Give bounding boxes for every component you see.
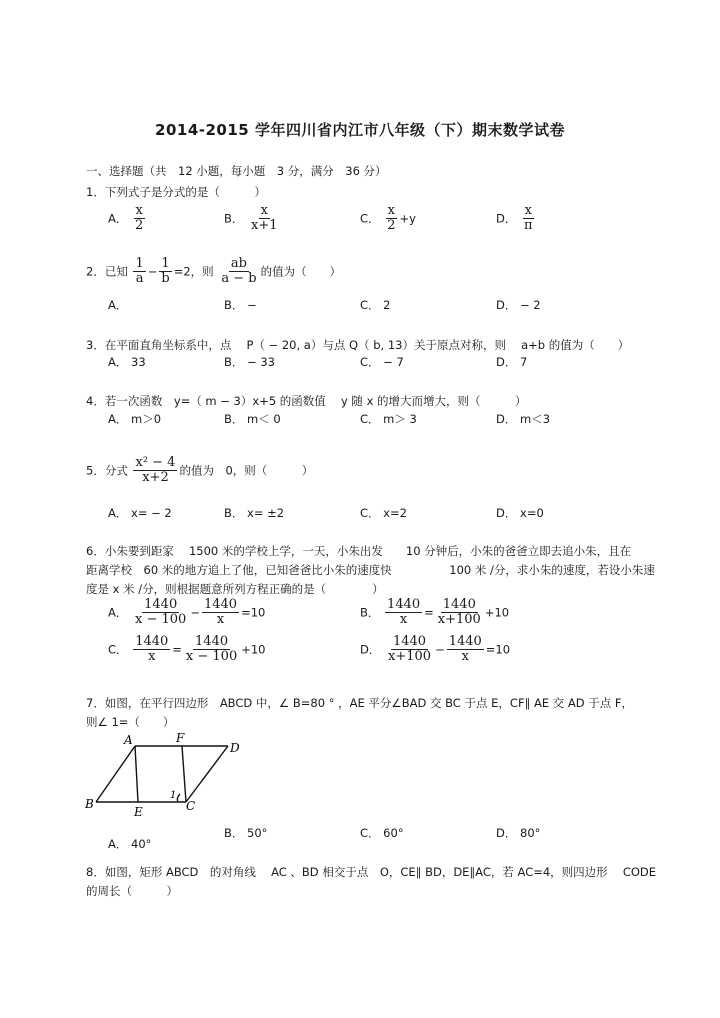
question-1-option-b: B． $\frac{x}{x+1}$	[224, 203, 278, 234]
question-1-option-a: A． $\frac{x}{2}$	[108, 203, 144, 234]
label-b: B	[85, 797, 94, 811]
question-3-stem: 3．在平面直角坐标系中，点 P（ − 20, a）与点 Q（ b, 13）关于原点对称，则 a+b 的值为（ ）	[86, 338, 630, 352]
question-7-option-d: D． 80°	[496, 826, 541, 840]
question-6-option-d: D． $\frac{1440}{x+100}$ − $\frac{1440}{x}$ =10	[360, 634, 511, 665]
question-5-stem: 5．分式 $\frac{\text{x² − 4}}{x+2}$ 的值为 0，则（ ）	[86, 455, 314, 486]
question-7-option-a: A． 40°	[108, 837, 152, 851]
question-3-option-a: A． 33	[108, 355, 146, 369]
angle-1-arc	[177, 794, 180, 802]
label-e: E	[134, 805, 143, 819]
segment-ae	[135, 746, 138, 802]
question-2-option-c: C． 2	[360, 298, 391, 312]
question-6-option-b: B． $\frac{1440}{x}$ = $\frac{1440}{x+100}$ +10	[360, 597, 510, 628]
label-f: F	[176, 731, 185, 745]
question-4-option-d: D． m＜3	[496, 412, 551, 426]
side-ab	[96, 746, 135, 802]
segment-cf	[182, 746, 186, 802]
question-8-line-2: 的周长（ ）	[86, 884, 178, 898]
question-4-stem: 4．若一次函数 y=（ m − 3）x+5 的函数值 y 随 x 的增大而增大，则（ ）	[86, 394, 527, 408]
question-4-option-a: A． m＞0	[108, 412, 162, 426]
question-1-option-d: D． $\frac{x}{\pi}$	[496, 203, 533, 234]
question-3-option-d: D． 7	[496, 355, 528, 369]
question-8-line-1: 8．如图，矩形 ABCD 的对角线 AC 、BD 相交于点 O，CE∥ BD，DE∥AC，若 AC=4，则四边形 CODE	[86, 865, 657, 879]
question-7-option-b: B． 50°	[224, 826, 268, 840]
question-5-option-a: A． x= − 2	[108, 506, 172, 520]
parallelogram-figure	[80, 728, 250, 824]
question-2-stem: 2．已知 $\frac{1}{a}$ − $\frac{1}{b}$ =2，则 $\frac{ab}{a - b}$ 的值为（ ）	[86, 256, 342, 287]
question-2-option-b: B． −	[224, 298, 257, 312]
question-6-line-2: 距离学校 60 米的地方追上了他，已知爸爸比小朱的速度快 100 米 /分，求小朱的速度，若设小朱速	[86, 563, 655, 577]
question-1-stem: 1．下列式子是分式的是（ ）	[86, 185, 266, 199]
question-5-option-b: B． x= ±2	[224, 506, 285, 520]
question-5-option-c: C． x=2	[360, 506, 407, 520]
question-6-option-a: A． $\frac{1440}{x - 100}$ − $\frac{1440}{x}$ =10	[108, 597, 266, 628]
question-7-line-1: 7．如图，在平行四边形 ABCD 中，∠ B=80 ° ，AE 平分∠BAD 交 BC 于点 E，CF∥ AE 交 AD 于点 F，	[86, 696, 634, 710]
question-2-option-d: D． − 2	[496, 298, 541, 312]
question-6-line-3: 度是 x 米 /分，则根据题意所列方程正确的是（ ）	[86, 582, 384, 596]
question-2-option-a: A．	[108, 298, 128, 312]
question-7-option-c: C． 60°	[360, 826, 404, 840]
question-1-option-c: C． $\frac{x}{2}$ +y	[360, 203, 416, 234]
question-6-line-1: 6．小朱要到距家 1500 米的学校上学，一天，小朱出发 10 分钟后，小朱的爸爸立即去追小朱，且在	[86, 544, 632, 558]
question-4-option-c: C． m＞ 3	[360, 412, 417, 426]
label-a: A	[124, 733, 133, 747]
section-heading: 一、选择题（共 12 小题，每小题 3 分，满分 36 分）	[86, 164, 387, 178]
question-7-line-2: 则∠ 1=（ ）	[86, 715, 175, 729]
question-3-option-c: C． − 7	[360, 355, 404, 369]
label-angle-1: 1	[170, 790, 177, 801]
question-6-option-c: C． $\frac{1440}{x}$ = $\frac{1440}{x - 100}$ +10	[108, 634, 266, 665]
side-cd	[186, 746, 228, 802]
label-c: C	[186, 799, 196, 813]
page-title: 2014-2015 学年四川省内江市八年级（下）期末数学试卷	[155, 121, 565, 139]
question-5-option-d: D． x=0	[496, 506, 544, 520]
question-3-option-b: B． − 33	[224, 355, 275, 369]
question-4-option-b: B． m＜ 0	[224, 412, 281, 426]
label-d: D	[230, 741, 240, 755]
